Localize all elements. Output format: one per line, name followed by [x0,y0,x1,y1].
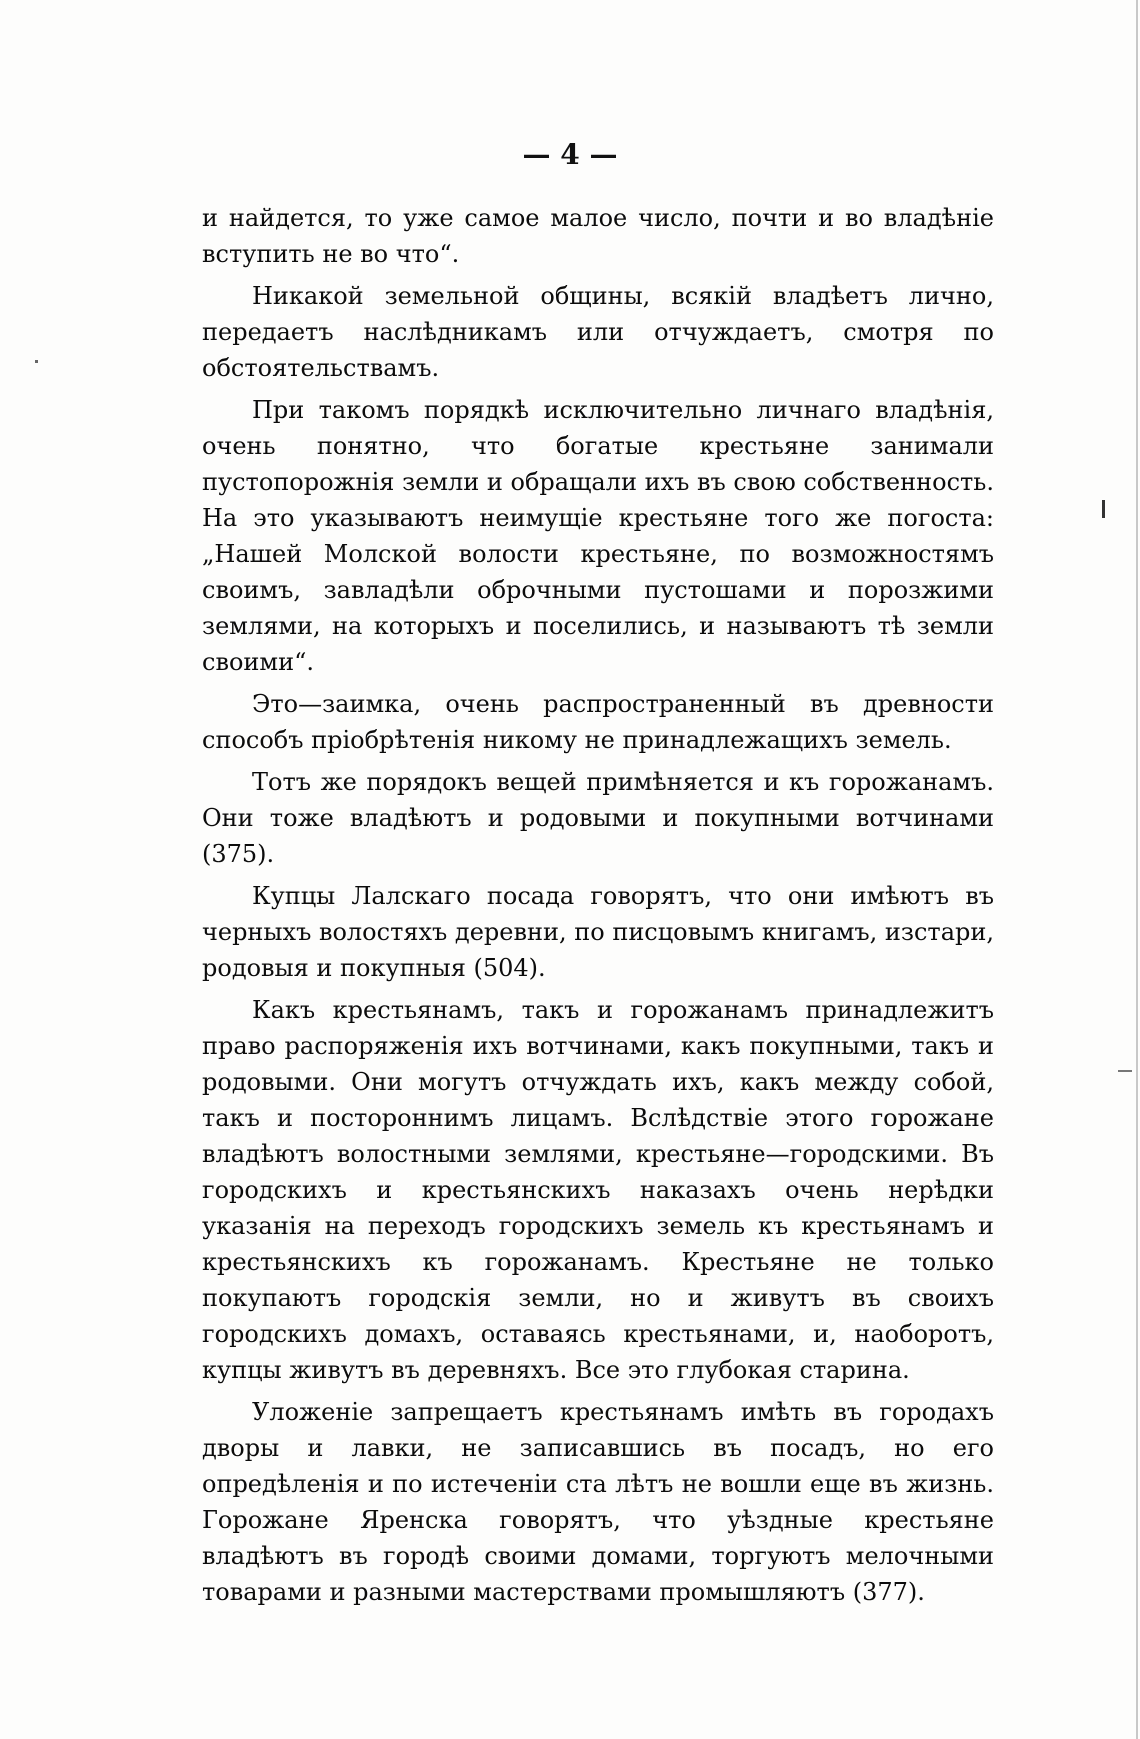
page-edge-line [1136,0,1138,1739]
paragraph: При такомъ порядкѣ исключительно личнаго владѣнія, очень понятно, что богатые крестьяне занимали пустопорожнія земли и обращали ихъ въ свою собственность. На это указываютъ неимущіе крестьяне того же погоста: „Нашей Молской волости крестьяне, по возможностямъ своимъ, завладѣли оброчными пустошами и порозжими землями, на которыхъ и поселились, и называютъ тѣ земли своими“. [202,396,994,676]
scan-mark [1118,1070,1132,1072]
paragraph: Уложеніе запрещаетъ крестьянамъ имѣть въ городахъ дворы и лавки, не записавшись въ посадъ, но его опредѣленія и по истеченіи ста лѣтъ не вошли еще въ жизнь. Горожане Яренска говорятъ, что уѣздные крестьяне владѣютъ въ городѣ своими домами, торгуютъ мелочными товарами и разными мастерствами промышляютъ (377). [202,1398,994,1606]
paragraph: Это—заимка, очень распространенный въ древности способъ пріобрѣтенія никому не принадлежащихъ земель. [202,690,994,754]
paragraph: Никакой земельной общины, всякій владѣетъ лично, передаетъ наслѣдникамъ или отчуждаетъ, смотря по обстоятельствамъ. [202,282,994,382]
page-number: — 4 — [522,138,618,171]
paragraph: и найдется, то уже самое малое число, почти и во владѣніе вступить не во что“. [202,204,994,268]
paragraph: Какъ крестьянамъ, такъ и горожанамъ принадлежитъ право распоряженія ихъ вотчинами, какъ покупными, такъ и родовыми. Они могутъ отчуждать ихъ, какъ между собой, такъ и постороннимъ лицамъ. Вслѣдствіе этого горожане владѣютъ волостными землями, крестьяне—городскими. Въ городскихъ и крестьянскихъ наказахъ очень нерѣдки указанія на переходъ городскихъ земель къ крестьянамъ и крестьянскихъ къ горожанамъ. Крестьяне не только покупаютъ городскія земли, но и живутъ въ своихъ городскихъ домахъ, оставаясь крестьянами, и, наоборотъ, купцы живутъ въ деревняхъ. Все это глубокая старина. [202,996,994,1384]
paragraph: Купцы Лалскаго посада говорятъ, что они имѣютъ въ черныхъ волостяхъ деревни, по писцовымъ книгамъ, изстари, родовыя и покупныя (504). [202,882,994,982]
scan-mark [35,360,38,363]
paragraph: Тотъ же порядокъ вещей примѣняется и къ горожанамъ. Они тоже владѣютъ и родовыми и покупными вотчинами (375). [202,768,994,868]
body-text [202,200,994,1616]
scan-mark [1102,500,1105,518]
